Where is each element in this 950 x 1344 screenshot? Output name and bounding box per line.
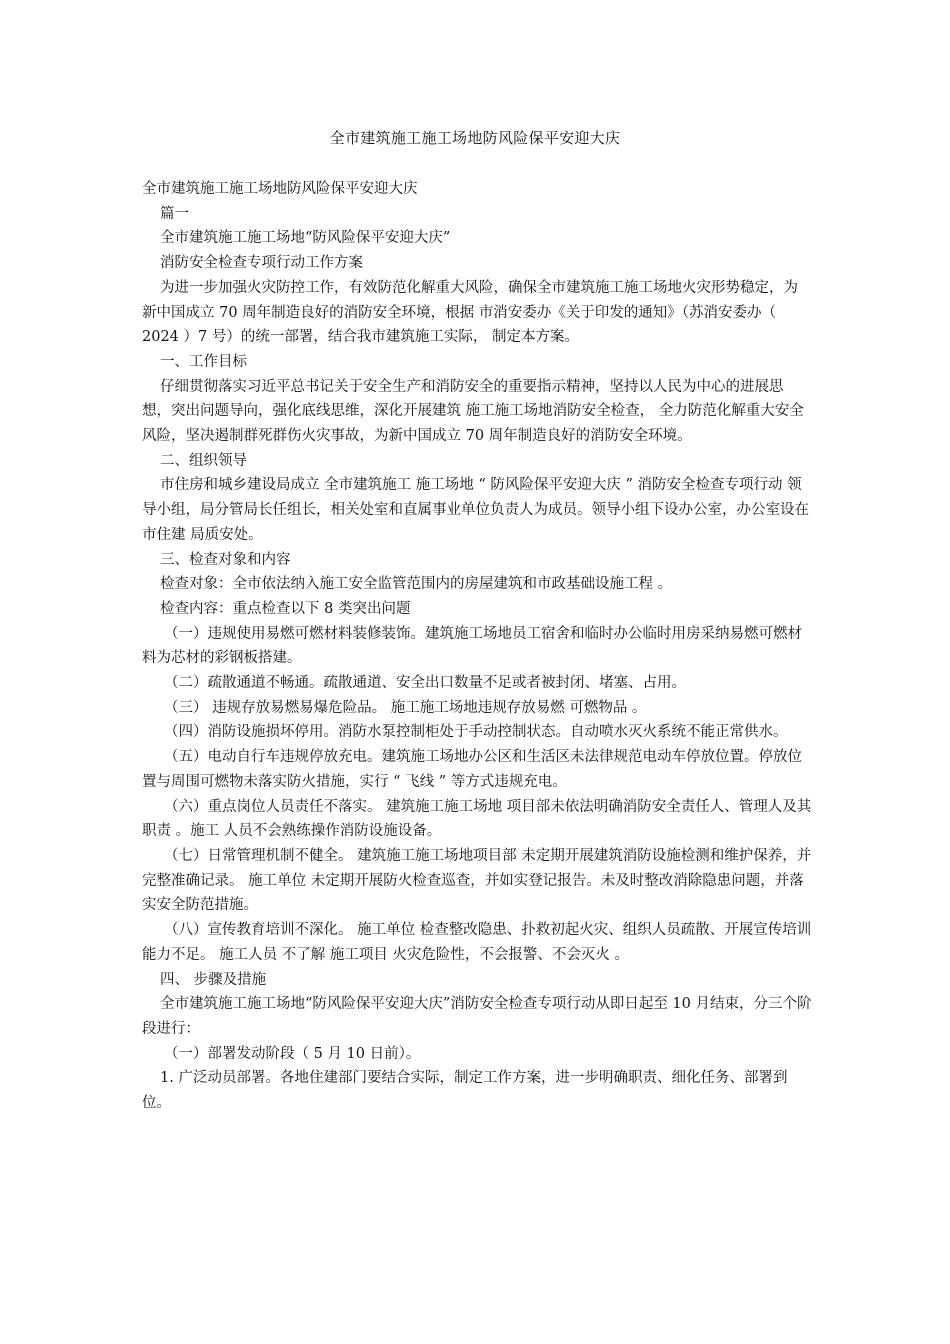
- list-item: （八）宣传教育培训不深化。 施工单位 检查整改隐患、扑救初起火灾、组织人员疏散、开展宣传培训能力不足。 施工人员 不了解 施工项目 火灾危险性，不会报警、不会灭火 。: [142, 922, 812, 963]
- paragraph-goals: 仔细贯彻落实习近平总书记关于安全生产和消防安全的重要指示精神，坚持以人民为中心的进展思想，突出问题导向，强化底线思维，深化开展建筑 施工施工场地消防安全检查， 全力防范化解重大安全风险，坚决遏制群死群伤火灾事故，为新中国成立 70 周年制造良好的消防安全环境。: [142, 378, 804, 445]
- document-body: [142, 177, 812, 1116]
- paragraph-subtitle-1: 全市建筑施工施工场地“防风险保平安迎大庆”: [160, 230, 451, 247]
- paragraph-phase-1: （一）部署发动阶段（ 5 月 10 日前）。: [164, 1045, 421, 1062]
- paragraph-subtitle-2: 消防安全检查专项行动工作方案: [160, 255, 363, 272]
- section-heading-steps: 四、 步骤及措施: [160, 971, 267, 988]
- list-item: （四）消防设施损坏停用。消防水泵控制柜处于手动控制状态。自动喷水灭火系统不能正常供水。: [164, 724, 788, 741]
- list-item: （一）违规使用易燃可燃材料装修装饰。建筑施工场地员工宿舍和临时办公临时用房采纳易燃可燃材料为芯材的彩钢板搭建。: [142, 625, 802, 667]
- section-heading-inspection: 三、检查对象和内容: [160, 551, 291, 568]
- paragraph-inspection-targets: 检查对象：全市依法纳入施工安全监管范围内的房屋建筑和市政基础设施工程 。: [160, 576, 673, 593]
- paragraph-part-label: 篇一: [160, 205, 189, 222]
- section-heading-leadership: 二、组织领导: [160, 452, 247, 469]
- list-item: （五）电动自行车违规停放充电。建筑施工场地办公区和生活区未法律规范电动车停放位置。停放位置与周围可燃物未落实防火措施，实行 “ 飞线 ” 等方式违规充电。: [142, 749, 802, 790]
- paragraph-intro: 为进一步加强火灾防控工作，有效防范化解重大风险，确保全市建筑施工施工场地火灾形势稳定，为新中国成立 70 周年制造良好的消防安全环境，根据 市消安委办《关于印发的通知》（苏消安委办（ 2024 ）7 号）的统一部署，结合我市建筑施工实际， 制定本方案。: [142, 279, 798, 346]
- list-item: （二）疏散通道不畅通。疏散通道、安全出口数量不足或者被封闭、堵塞、占用。: [164, 675, 686, 692]
- paragraph-steps: 全市建筑施工施工场地“防风险保平安迎大庆”消防安全检查专项行动从即日起至 10 月结束，分三个阶段进行：: [142, 996, 812, 1037]
- paragraph-leadership: 市住房和城乡建设局成立 全市建筑施工 施工场地 “ 防风险保平安迎大庆 ” 消防安全检查专项行动 领导小组，局分管局长任组长，相关处室和直属事业单位负责人为成员。领导小组下设办公室，办公室设在 市住建 局质安处。: [142, 477, 809, 543]
- section-heading-goals: 一、工作目标: [160, 353, 247, 370]
- paragraph-inspection-content: 检查内容：重点检查以下 8 类突出问题: [160, 600, 411, 617]
- list-item: （六）重点岗位人员责任不落实。 建筑施工施工场地 项目部未依法明确消防安全责任人、管理人及其职责 。施工 人员不会熟练操作消防设施设备。: [142, 798, 812, 840]
- document-title: 全市建筑施工施工场地防风险保平安迎大庆: [329, 129, 621, 147]
- paragraph-heading: 全市建筑施工施工场地防风险保平安迎大庆: [142, 181, 418, 197]
- list-item: （三） 违规存放易燃易爆危险品。 施工施工场地违规存放易燃 可燃物品 。: [164, 699, 647, 716]
- list-item: （七）日常管理机制不健全。 建筑施工施工场地项目部 未定期开展建筑消防设施检测和维护保养，并完整准确记录。 施工单位 未定期开展防火检查巡查，并如实登记报告。未及时整改消除隐患问题，并落实安全防范措施。: [142, 847, 812, 914]
- list-item: 1. 广泛动员部署。各地住建部门要结合实际，制定工作方案，进一步明确职责、细化任务、部署到位。: [142, 1070, 788, 1112]
